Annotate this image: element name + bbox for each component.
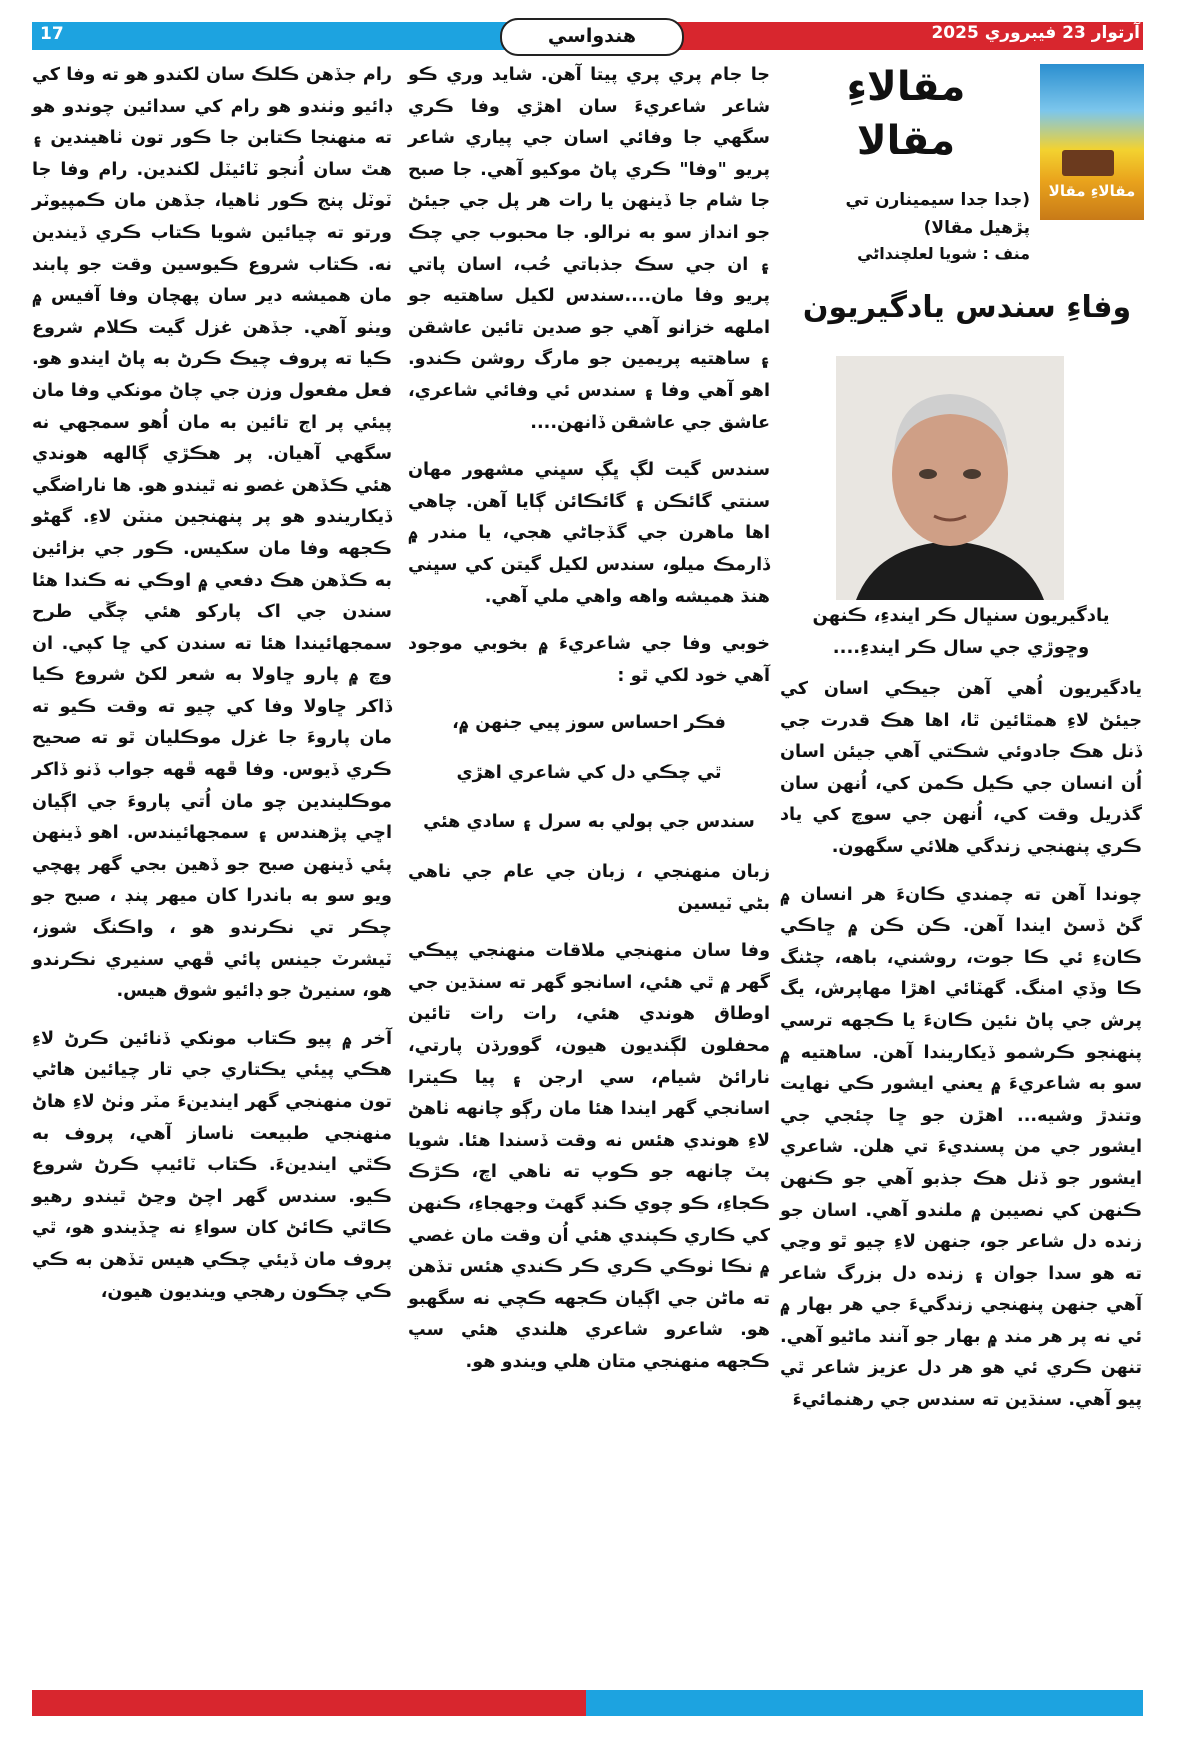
- newspaper-logo: هندواسي: [500, 18, 684, 56]
- book-subtitle: (جدا جدا سيمينارن تي پڙهيل مقالا): [845, 190, 1030, 238]
- book-title-line1: مقالاءِ: [846, 64, 966, 110]
- paragraph: وفا سان منهنجي ملاقات منهنجي پيڪي گهر ۾ ٿي هئي، اسانجو گهر ته سنڌين جي اوطاق هوندي هئي، رات رات تائين محفلون لڳنديون هيون، گوورڌن پارتي، نارائڻ شيام، سي ارجن ۽ پيا ڪيترا اسانجي گهر ايندا هئا مان رڳو چانهه ٺاهڻ لاءِ هوندي هئس نه وقت ڏسندا هئا. شويا پٽ چانهه جو ڪوپ ته ناهي اچ، ڪڙڪ ڪجاءِ، ڪو چوي ڪنڊ گهٽ وجهجاءِ، ڪنهن کي ڪاري ڪپندي هئي اُن وقت مان غصي ۾ نڪا ٺوڪي ڪري ڪر ڪندي هئس تڏهن ته ماڻن جي اڳيان ڪجهه ڪچي نه سگهبو هو. شاعرو شاعري هلندي هئي سڀ ڪجهه منهنجي متان هلي ويندو هو.: [408, 941, 770, 1372]
- article-column-middle: [408, 60, 770, 1395]
- issue-date: آرتوار 23 فيبروري 2025: [931, 23, 1140, 43]
- paragraph: سندس گيت لڳ ڀڳ سڀني مشهور مهان سنتي گائڪن ۽ گائڪائن ڳايا آهن. چاهي اها ماهرن جي گڏجاڻي هجي، يا مندر ۾ ڏارمڪ ميلو، سندس لکيل گيتن کي سڀني هنڌ هميشه واهه واهي ملي آهي.: [408, 460, 770, 607]
- article-headline: وفاءِ سندس يادگيريون: [802, 290, 1132, 325]
- verse-line: ٿي چڪي دل کي شاعري اهڙي: [456, 762, 722, 783]
- footer-bar-blue: [586, 1690, 1143, 1716]
- book-cover-image: [1040, 64, 1144, 220]
- paragraph: خوبي وفا جي شاعريءَ ۾ بخوبي موجود آهي خود لکي ٿو :: [408, 634, 770, 686]
- paragraph: چوندا آهن ته چمندي ڪانءَ هر انسان ۾ گڻ ڏسڻ ايندا آهن. ڪن ڪن ۾ ڇاڪي ڪانءِ ئي ڪا جوت، روشني، باهه، چڻنگ ڪا وڏي امنگ. گهٽائي اهڙا مهاپرش، يگ پرش جي پاڻ نئين ڪانءَ يا ڪجهه ترسي پنهنجو ڪرشمو ڏيکاريندا آهن. ساهتيه ۾ سو به شاعريءَ ۾ يعني ايشور ڪي نهايت وتندڙ وشيه... اهڙن جو ڇا چئجي جي ايشور جي من پسنديءَ تي هلن. شاعري ايشور جو ڏنل هڪ جذبو آهي جو ڪنهن ڪنهن کي نصيبن ۾ ملندو آهي. اسان جو زنده دل شاعر جو، جنهن لاءِ چيو ٿو وڃي ته هو سدا جوان ۽ زنده دل بزرگ شاعر آهي جنهن پنهنجي زندگيءَ جي هر بهار ۾ ئي نه پر هر مند ۾ بهار جو آنند ماڻيو آهي. تنهن ڪري ئي هو هر دل عزيز شاعر ٿي پيو آهي. سنڌين ته سندس جي رهنمائيءَ: [780, 884, 1142, 1411]
- paragraph: آخر ۾ پيو ڪتاب مونکي ڏنائين ڪرڻ لاءِ هڪي پيئي يڪتاري جي تار چيائين هاڻي تون منهنجي گهر ايندينءَ مٽر وٺڻ لاءِ هاڻ منهنجي طبيعت ناساز آهي، پروف به ڪٿي ايندينءَ. ڪتاب ٽائيپ ڪرڻ شروع ڪيو. سندس گهر اچڻ وڃڻ ٿيندو رهيو ڪاٿي ڪائڻ کان سواءِ نه ڇڏيندو هو، ٿي پروف مان ڏيئي چڪي هيس تڏهن به ڪي ڪي چڪون رهجي وينديون هيون،: [32, 1028, 392, 1302]
- book-title: [796, 60, 1016, 168]
- book-cover-title: مقالاءِ مقالا: [1048, 182, 1136, 200]
- author-photo: [836, 356, 1064, 600]
- footer-bar-red: [32, 1690, 586, 1716]
- paragraph: يادگيريون اُهي آهن جيڪي اسان کي جيئڻ لاءِ همٿائين ٿا، اها هڪ قدرت جي ڏنل هڪ جادوئي شڪتي آهي جيئن اسان اُن انسان جي ڪيل ڪمن کي، اُنهن سان گذريل وقت کي، اُنهن جي سوچ کي ياد ڪري پنهنجي زندگي هلائي سگهون.: [780, 679, 1142, 857]
- book-author: منف : شويا لعلچنداڻي: [857, 244, 1030, 263]
- verse-line: فڪر احساس سوز پيي جنهن ۾،: [452, 713, 726, 734]
- page-number: 17: [40, 24, 64, 44]
- paragraph: جا جام پري پري پيتا آهن. شايد وري ڪو شاعر شاعريءَ سان اهڙي وفا ڪري سگهي جا وفائي اسان جي پياري شاعر پريو "وفا" ڪري پاڻ موکيو آهي. جا صبح جا شام جا ڏينهن يا رات هر پل جي جيئڻ جو انداز سو به نرالو. جا محبوب جي چڪ ۽ ان جي سڪ جذباتي حُب، اسان پاتي پريو وفا مان....سندس لکيل ساهتيه جو املهه خزانو آهي جو صدين تائين عاشقن ۽ ساهتيه پريمين جو مارگ روشن ڪندو. اهو آهي وفا ۽ سندس ئي وفائي شاعري، عاشق جي عاشقن ڏانهن....: [408, 65, 770, 433]
- verse-line: سندس جي ٻولي به سرل ۽ سادي هئي: [423, 812, 755, 833]
- article-column-right: [780, 674, 1142, 1433]
- paragraph: رام جڏهن ڪلڪ سان لکندو هو ته وفا کي ڊائيو وٺندو هو رام کي سدائين چوندو هو ته منهنجا ڪتابن جا ڪور تون ٺاهيندين ۽ هٿ سان اُنجو ٽائيٽل لکندين. رام وفا جا ٽوٽل پنج ڪور ٺاهيا، جڏهن مان ڪمپيوٽر ورتو ته چيائين شويا ڪتاب ڪري ڏيندين نه. ڪتاب شروع ڪيوسين وقت جو پابند مان هميشه دير سان پهچان وفا آفيس ۾ ويٺو آهي. جڏهن غزل گيت ڪلام شروع ڪيا ته پروف چيڪ ڪرڻ به پاڻ ايندو هو. فعل مفعول وزن جي چاڻ مونکي وفا مان پيئي پر اڄ تائين به مان اُهو سمجهي نه سگهي آهيان. پر هڪڙي ڳالهه هوندي هئي ڪڏهن غصو نه ٿيندو هو. ها ناراضگي ڏيکاريندو هو پر پنهنجين منٽن لاءِ. گهڻو ڪجهه وفا مان سکيس. ڪور جي بزائين به ڪڏهن هڪ دفعي ۾ اوڪي نه ڪندا هئا سندن جي اک پارکو هئي چڱي طرح سمجهائيندا هئا ته سندن کي ڇا کپي. ان وچ ۾ پارو ڇاولا به شعر لکڻ شروع ڪيا ڏاکر ڇاولا وفا کي چيو ته وقت ڪيو ته مان پاروءَ جا غزل موڪليان ٿو ته صحيح ڪري ڏيوس. وفا ڦهه ڦهه جواب ڏنو ڏاکر موڪليندين چو مان اُتي پاروءَ جي اڳيان اڇي پڙهندس ۽ سمجهائيندس. اهو ڏينهن پئي ڏينهن صبح جو ڏهين بجي گهر پهچي ويو سو به باندرا کان ميهر پنڊ ، صبح جو چڪر تي نڪرندو هو ، واڪنگ شوز، ٽيشرٽ جينس پائي ڦهي سنيري نڪرندو هو، سنيرڻ جو ڊائيو شوق هيس.: [32, 65, 392, 1002]
- article-intro-quote: يادگيريون سنڀال ڪر ايندءِ، ڪنهن وڇوڙي جي سال ڪر ايندءِ....: [812, 605, 1110, 658]
- bench-icon: [1062, 150, 1114, 176]
- book-title-line2: مقالا: [856, 118, 956, 164]
- paragraph: زبان منهنجي ، زبان جي عام جي ناهي بڻي ٽيسين: [408, 862, 770, 914]
- article-column-left: [32, 60, 392, 1324]
